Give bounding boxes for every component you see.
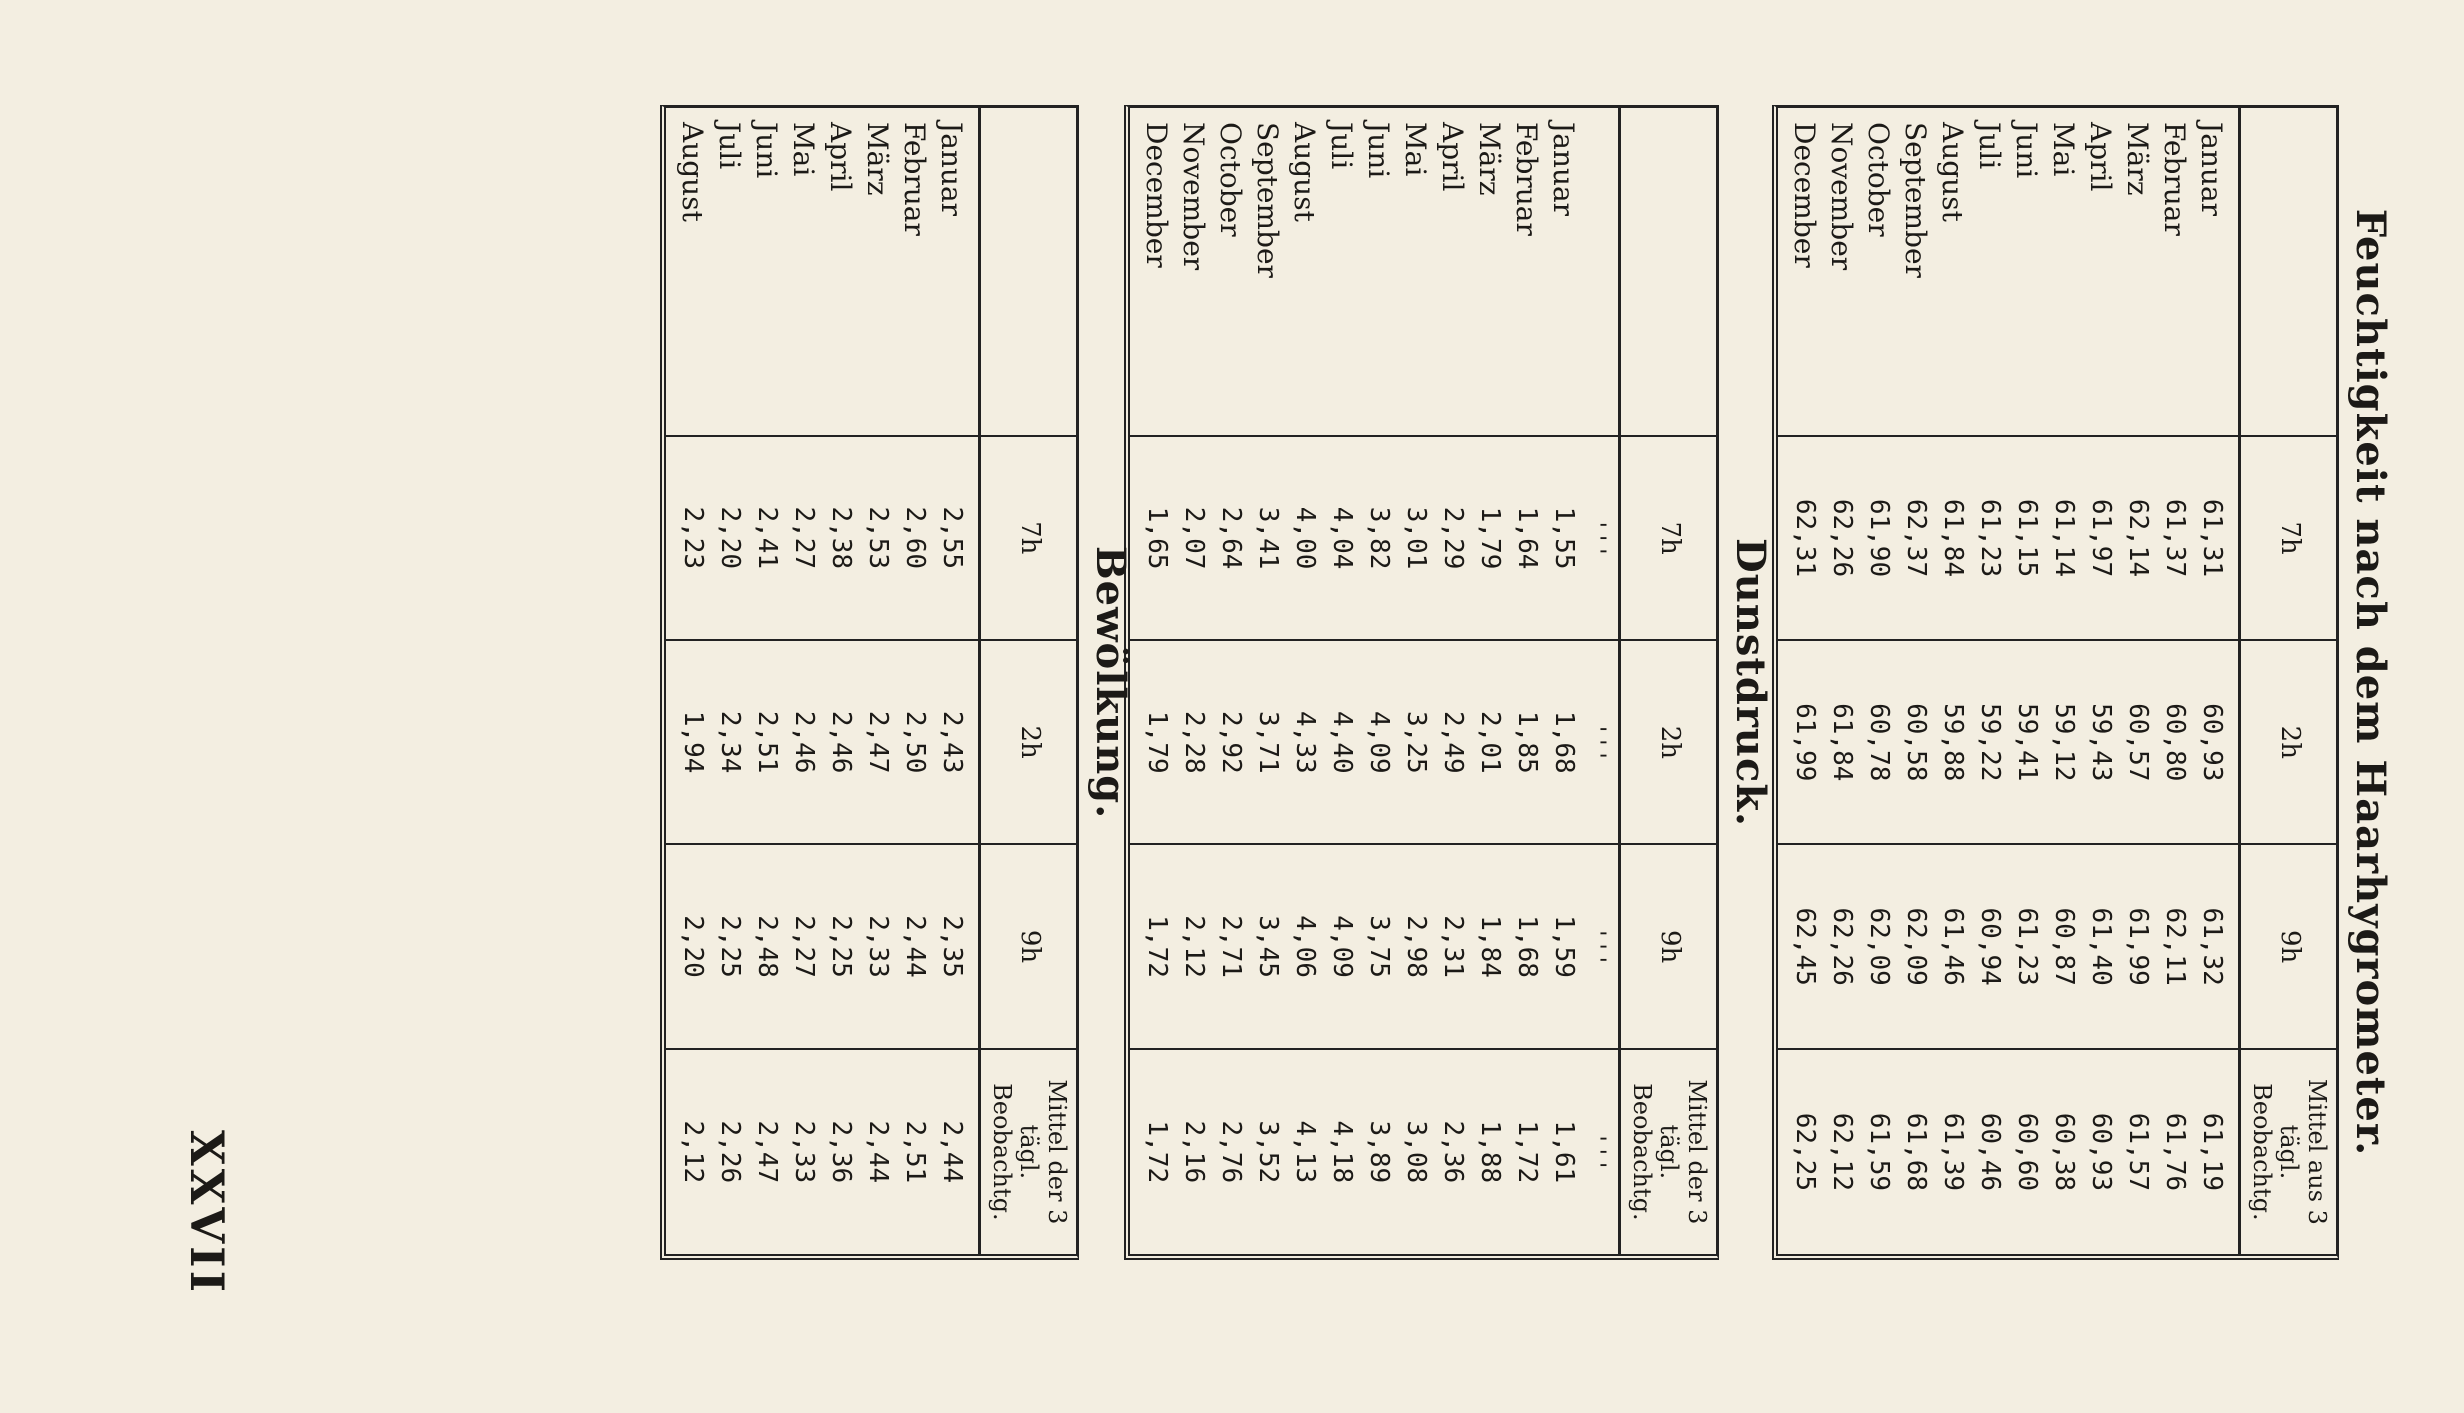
value-cell: 3,25 <box>1397 640 1434 844</box>
value-cell: 1,72 <box>1130 844 1175 1048</box>
value-cell: 4,00 <box>1286 436 1323 640</box>
value-cell: 62,09 <box>1897 844 1934 1048</box>
table-row <box>785 108 822 1254</box>
value-cell: 3,08 <box>1397 1049 1434 1254</box>
value-cell: 61,23 <box>1971 436 2008 640</box>
table-row <box>859 108 896 1254</box>
value-cell: 61,32 <box>2193 844 2240 1048</box>
value-cell: 4,33 <box>1286 640 1323 844</box>
table-row <box>2193 108 2240 1254</box>
table-row <box>2119 108 2156 1254</box>
month-cell: Januar <box>1547 122 1581 217</box>
table-row <box>1397 108 1434 1254</box>
value-cell: 61,68 <box>1897 1049 1934 1254</box>
value-cell: 60,46 <box>1971 1049 2008 1254</box>
value-cell: 2,12 <box>666 1049 711 1254</box>
table-row <box>1860 108 1897 1254</box>
value-cell: 60,58 <box>1897 640 1934 844</box>
value-cell: 60,38 <box>2045 1049 2082 1254</box>
month-cell: Juni <box>750 122 784 179</box>
table-row <box>1971 108 2008 1254</box>
value-cell: 2,20 <box>666 844 711 1048</box>
value-cell: 62,25 <box>1778 1049 1823 1254</box>
table-row <box>1434 108 1471 1254</box>
value-cell: 2,46 <box>822 640 859 844</box>
table-row <box>822 108 859 1254</box>
value-cell: 2,76 <box>1212 1049 1249 1254</box>
value-cell: 61,59 <box>1860 1049 1897 1254</box>
month-cell: Juli <box>1325 122 1359 170</box>
value-cell: 62,37 <box>1897 436 1934 640</box>
value-cell: 2,27 <box>785 436 822 640</box>
table-row <box>896 108 933 1254</box>
month-cell: Februar <box>1510 122 1544 236</box>
value-cell: 2,23 <box>666 436 711 640</box>
table-row <box>1934 108 1971 1254</box>
value-cell: 62,12 <box>1823 1049 1860 1254</box>
value-cell: 61,40 <box>2082 844 2119 1048</box>
table-row <box>748 108 785 1254</box>
value-cell: 2,48 <box>748 844 785 1048</box>
value-cell: 2,27 <box>785 844 822 1048</box>
value-cell: 59,41 <box>2008 640 2045 844</box>
month-cell: December <box>1788 122 1822 268</box>
value-cell: 1,68 <box>1508 844 1545 1048</box>
month-cell: Februar <box>2158 122 2192 236</box>
column-header: 2h <box>1620 640 1716 844</box>
value-cell: 2,47 <box>748 1049 785 1254</box>
value-cell: 4,09 <box>1360 640 1397 844</box>
month-cell: August <box>1288 122 1322 222</box>
value-cell: 1,94 <box>666 640 711 844</box>
value-cell: 2,01 <box>1471 640 1508 844</box>
value-cell: 4,09 <box>1323 844 1360 1048</box>
value-cell: 2,25 <box>711 844 748 1048</box>
month-cell: Februar <box>898 122 932 236</box>
humidity-title: Feuchtigkeit nach dem Haarhygrometer. <box>2347 208 2394 1157</box>
value-cell: 1,55 <box>1545 436 1582 640</box>
value-cell: 2,98 <box>1397 844 1434 1048</box>
value-cell: 4,04 <box>1323 436 1360 640</box>
value-cell: 2,55 <box>933 436 980 640</box>
value-cell: 2,47 <box>859 640 896 844</box>
month-cell: Januar <box>2195 122 2229 217</box>
column-header: Mittel aus 3 tägl. Beobachtg. <box>2240 1049 2336 1254</box>
unit-mark: ''' <box>1582 1049 1620 1254</box>
value-cell: 3,82 <box>1360 436 1397 640</box>
value-cell: 59,22 <box>1971 640 2008 844</box>
value-cell: 61,97 <box>2082 436 2119 640</box>
section-cloudiness <box>660 105 1134 1260</box>
value-cell: 60,60 <box>2008 1049 2045 1254</box>
value-cell: 2,44 <box>896 844 933 1048</box>
value-cell: 1,84 <box>1471 844 1508 1048</box>
table-row <box>1545 108 1582 1254</box>
month-cell: Mai <box>787 122 821 177</box>
value-cell: 60,57 <box>2119 640 2156 844</box>
value-cell: 61,46 <box>1934 844 1971 1048</box>
value-cell: 3,75 <box>1360 844 1397 1048</box>
month-cell: August <box>676 122 710 222</box>
value-cell: 61,15 <box>2008 436 2045 640</box>
month-cell: September <box>1899 122 1933 278</box>
table-row <box>1286 108 1323 1254</box>
value-cell: 1,88 <box>1471 1049 1508 1254</box>
value-cell: 60,93 <box>2082 1049 2119 1254</box>
value-cell: 62,45 <box>1778 844 1823 1048</box>
month-cell: Mai <box>2047 122 2081 177</box>
value-cell: 3,71 <box>1249 640 1286 844</box>
vapour-pressure-title: Dunstdruck. <box>1727 538 1774 827</box>
value-cell: 1,72 <box>1130 1049 1175 1254</box>
month-cell: November <box>1177 122 1211 271</box>
column-header <box>1620 108 1716 436</box>
section-humidity <box>1772 105 2394 1260</box>
month-cell: April <box>1436 122 1470 192</box>
table-row <box>666 108 711 1254</box>
value-cell: 4,18 <box>1323 1049 1360 1254</box>
unit-mark: ''' <box>1582 640 1620 844</box>
month-cell: December <box>1140 122 1174 268</box>
value-cell: 2,07 <box>1175 436 1212 640</box>
section-vapour-pressure <box>1124 105 1774 1260</box>
value-cell: 3,01 <box>1397 436 1434 640</box>
column-header: 9h <box>1620 844 1716 1048</box>
month-cell: September <box>1251 122 1285 278</box>
value-cell: 3,52 <box>1249 1049 1286 1254</box>
value-cell: 1,61 <box>1545 1049 1582 1254</box>
table-row <box>711 108 748 1254</box>
value-cell: 2,12 <box>1175 844 1212 1048</box>
value-cell: 4,40 <box>1323 640 1360 844</box>
value-cell: 2,46 <box>785 640 822 844</box>
month-cell: August <box>1936 122 1970 222</box>
value-cell: 61,99 <box>2119 844 2156 1048</box>
month-cell: März <box>2121 122 2155 196</box>
value-cell: 4,13 <box>1286 1049 1323 1254</box>
value-cell: 62,11 <box>2156 844 2193 1048</box>
value-cell: 3,45 <box>1249 844 1286 1048</box>
cloudiness-table <box>666 108 1076 1254</box>
table-row <box>1212 108 1249 1254</box>
month-cell: März <box>861 122 895 196</box>
table-row <box>1778 108 1823 1254</box>
unit-mark: ''' <box>1582 436 1620 640</box>
value-cell: 2,36 <box>822 1049 859 1254</box>
value-cell: 61,37 <box>2156 436 2193 640</box>
value-cell: 3,89 <box>1360 1049 1397 1254</box>
unit-mark <box>1582 108 1620 436</box>
value-cell: 2,51 <box>896 1049 933 1254</box>
value-cell: 2,38 <box>822 436 859 640</box>
month-cell: April <box>2084 122 2118 192</box>
month-cell: Juli <box>1973 122 2007 170</box>
value-cell: 1,79 <box>1130 640 1175 844</box>
page-number: XXVII <box>180 1130 234 1296</box>
value-cell: 1,72 <box>1508 1049 1545 1254</box>
column-header: 9h <box>2240 844 2336 1048</box>
value-cell: 2,71 <box>1212 844 1249 1048</box>
value-cell: 4,06 <box>1286 844 1323 1048</box>
table-row <box>1360 108 1397 1254</box>
value-cell: 61,90 <box>1860 436 1897 640</box>
value-cell: 1,59 <box>1545 844 1582 1048</box>
table-row <box>1175 108 1212 1254</box>
value-cell: 2,25 <box>822 844 859 1048</box>
table-row <box>933 108 980 1254</box>
value-cell: 2,60 <box>896 436 933 640</box>
value-cell: 1,85 <box>1508 640 1545 844</box>
value-cell: 61,84 <box>1934 436 1971 640</box>
value-cell: 61,76 <box>2156 1049 2193 1254</box>
value-cell: 61,99 <box>1778 640 1823 844</box>
month-cell: März <box>1473 122 1507 196</box>
column-header: 7h <box>2240 436 2336 640</box>
value-cell: 1,64 <box>1508 436 1545 640</box>
value-cell: 60,80 <box>2156 640 2193 844</box>
value-cell: 2,35 <box>933 844 980 1048</box>
month-cell: Mai <box>1399 122 1433 177</box>
value-cell: 59,12 <box>2045 640 2082 844</box>
table-row <box>1508 108 1545 1254</box>
column-header <box>980 108 1076 436</box>
value-cell: 2,51 <box>748 640 785 844</box>
month-cell: October <box>1214 122 1248 237</box>
value-cell: 2,33 <box>785 1049 822 1254</box>
column-header: Mittel der 3 tägl. Beobachtg. <box>1620 1049 1716 1254</box>
value-cell: 2,44 <box>933 1049 980 1254</box>
unit-mark: ''' <box>1582 844 1620 1048</box>
value-cell: 2,64 <box>1212 436 1249 640</box>
month-cell: October <box>1862 122 1896 237</box>
value-cell: 61,23 <box>2008 844 2045 1048</box>
cloudiness-title: Bewölkung. <box>1087 545 1134 820</box>
value-cell: 2,16 <box>1175 1049 1212 1254</box>
value-cell: 61,39 <box>1934 1049 1971 1254</box>
vapour-pressure-table <box>1130 108 1716 1254</box>
value-cell: 2,34 <box>711 640 748 844</box>
humidity-table <box>1778 108 2336 1254</box>
column-header: Mittel der 3 tägl. Beobachtg. <box>980 1049 1076 1254</box>
value-cell: 62,14 <box>2119 436 2156 640</box>
value-cell: 2,41 <box>748 436 785 640</box>
value-cell: 62,26 <box>1823 844 1860 1048</box>
value-cell: 61,31 <box>2193 436 2240 640</box>
value-cell: 59,88 <box>1934 640 1971 844</box>
value-cell: 1,65 <box>1130 436 1175 640</box>
column-header: 7h <box>980 436 1076 640</box>
value-cell: 1,68 <box>1545 640 1582 844</box>
value-cell: 2,31 <box>1434 844 1471 1048</box>
table-row <box>1323 108 1360 1254</box>
table-row <box>1823 108 1860 1254</box>
value-cell: 61,14 <box>2045 436 2082 640</box>
value-cell: 60,78 <box>1860 640 1897 844</box>
value-cell: 60,93 <box>2193 640 2240 844</box>
month-cell: Juni <box>2010 122 2044 179</box>
month-cell: Januar <box>935 122 969 217</box>
value-cell: 62,09 <box>1860 844 1897 1048</box>
value-cell: 2,44 <box>859 1049 896 1254</box>
column-header: 2h <box>2240 640 2336 844</box>
column-header: 7h <box>1620 436 1716 640</box>
value-cell: 2,33 <box>859 844 896 1048</box>
value-cell: 2,92 <box>1212 640 1249 844</box>
value-cell: 62,26 <box>1823 436 1860 640</box>
value-cell: 61,57 <box>2119 1049 2156 1254</box>
column-header <box>2240 108 2336 436</box>
value-cell: 62,31 <box>1778 436 1823 640</box>
value-cell: 3,41 <box>1249 436 1286 640</box>
value-cell: 61,19 <box>2193 1049 2240 1254</box>
month-cell: Juni <box>1362 122 1396 179</box>
value-cell: 2,20 <box>711 436 748 640</box>
column-header: 9h <box>980 844 1076 1048</box>
value-cell: 2,36 <box>1434 1049 1471 1254</box>
value-cell: 1,79 <box>1471 436 1508 640</box>
value-cell: 2,29 <box>1434 436 1471 640</box>
table-row <box>2045 108 2082 1254</box>
value-cell: 60,87 <box>2045 844 2082 1048</box>
table-row <box>1130 108 1175 1254</box>
table-row <box>1897 108 1934 1254</box>
month-cell: Juli <box>713 122 747 170</box>
value-cell: 2,49 <box>1434 640 1471 844</box>
month-cell: November <box>1825 122 1859 271</box>
table-row <box>2082 108 2119 1254</box>
value-cell: 2,50 <box>896 640 933 844</box>
value-cell: 2,53 <box>859 436 896 640</box>
value-cell: 2,28 <box>1175 640 1212 844</box>
table-row <box>1249 108 1286 1254</box>
value-cell: 59,43 <box>2082 640 2119 844</box>
table-row <box>2156 108 2193 1254</box>
column-header: 2h <box>980 640 1076 844</box>
value-cell: 2,26 <box>711 1049 748 1254</box>
value-cell: 61,84 <box>1823 640 1860 844</box>
table-row <box>1471 108 1508 1254</box>
value-cell: 60,94 <box>1971 844 2008 1048</box>
value-cell: 2,43 <box>933 640 980 844</box>
month-cell: April <box>824 122 858 192</box>
table-row <box>2008 108 2045 1254</box>
